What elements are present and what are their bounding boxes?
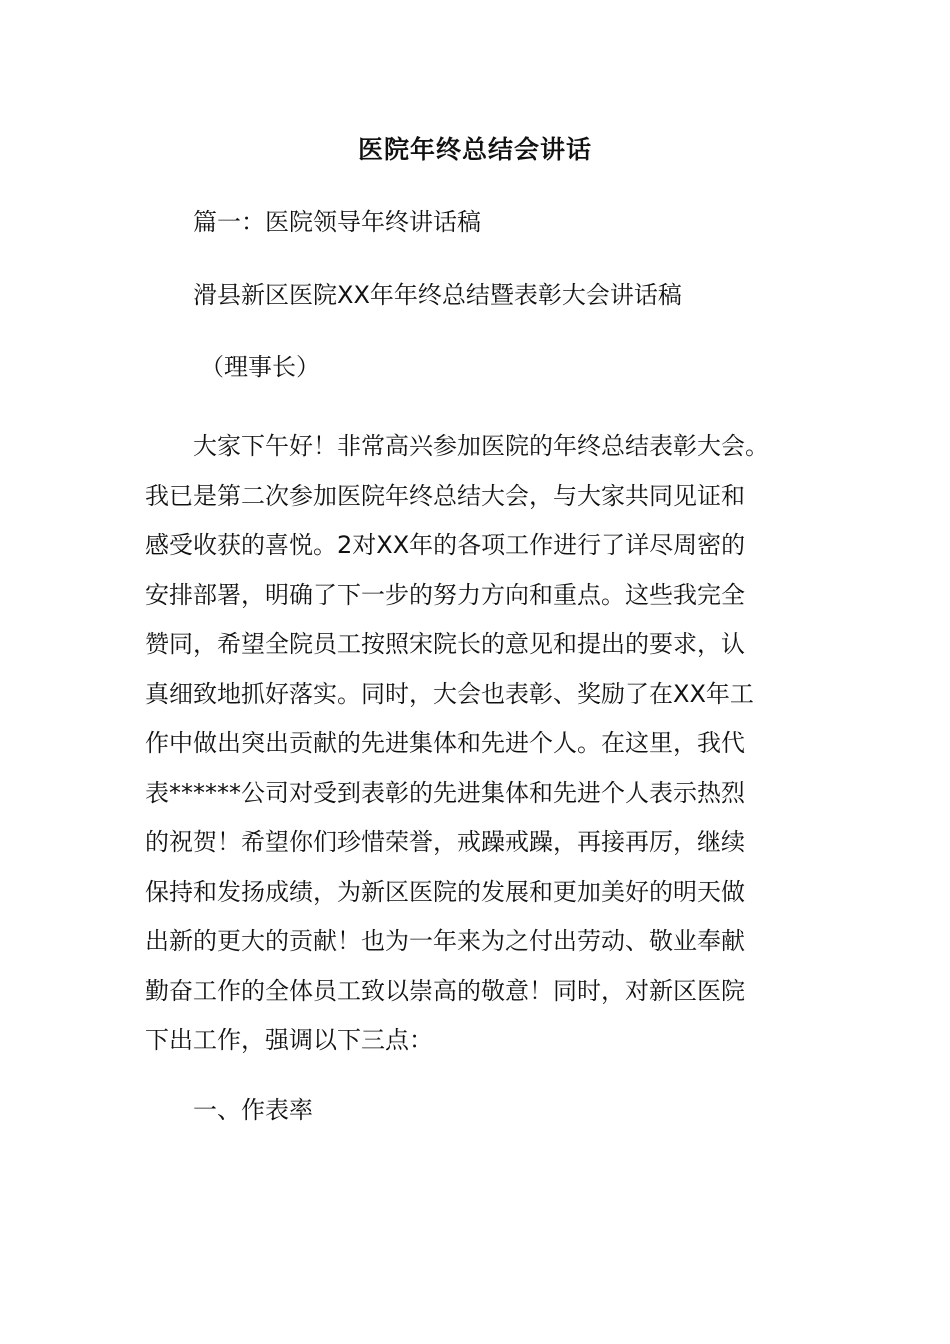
speech-subtitle: 滑县新区医院XX年年终总结暨表彰大会讲话稿	[193, 281, 682, 309]
body-line: 保持和发扬成绩，为新区医院的发展和更加美好的明天做	[145, 877, 745, 906]
body-line: 感受收获的喜悦。2对XX年的各项工作进行了详尽周密的	[145, 531, 746, 559]
body-line: 的祝贺！希望你们珍惜荣誉，戒躁戒躁，再接再厉，继续	[145, 828, 745, 856]
document-title: 医院年终总结会讲话	[357, 135, 592, 164]
point-heading-1: 一、作表率	[193, 1096, 313, 1124]
body-line: 作中做出突出贡献的先进集体和先进个人。在这里，我代	[145, 729, 745, 757]
body-line: 大家下午好！非常高兴参加医院的年终总结表彰大会。	[193, 432, 769, 460]
body-line: 我已是第二次参加医院年终总结大会，与大家共同见证和	[145, 481, 745, 510]
body-line: 安排部署，明确了下一步的努力方向和重点。这些我完全	[145, 580, 745, 609]
body-line: 出新的更大的贡献！也为一年来为之付出劳动、敬业奉献	[145, 927, 745, 955]
speech-body	[145, 422, 825, 1066]
section-heading: 篇一：医院领导年终讲话稿	[193, 208, 481, 236]
body-line: 赞同，希望全院员工按照宋院长的意见和提出的要求，认	[145, 630, 745, 658]
body-line: 下出工作，强调以下三点：	[145, 1026, 433, 1054]
body-line: 勤奋工作的全体员工致以崇高的敬意！同时，对新区医院	[145, 976, 745, 1005]
body-line: 表******公司对受到表彰的先进集体和先进个人表示热烈	[145, 778, 745, 807]
body-line: 真细致地抓好落实。同时，大会也表彰、奖励了在XX年工	[145, 679, 754, 708]
speaker-role: （理事长）	[200, 353, 320, 381]
